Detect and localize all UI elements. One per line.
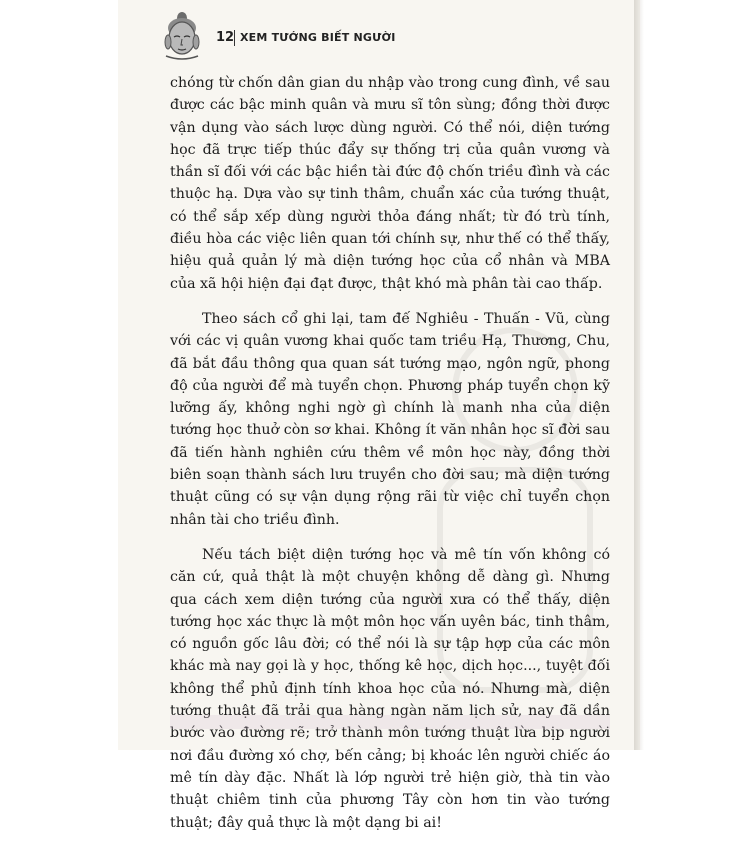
header-divider	[234, 30, 235, 46]
paragraph-2: Theo sách cổ ghi lại, tam đế Nghiêu - Thuấn - Vũ, cùng với các vị quân vương khai quốc tam triều Hạ, Thương, Chu, đã bắt đầu thông qua quan sát tướng mạo, ngôn ngữ, phong độ của người để mà tuyển chọn. Phương pháp tuyển chọn kỹ lưỡng ấy, không nghi ngờ gì chính là manh nha của diện tướng học thuở còn sơ khai. Không ít văn nhân học sĩ đời sau đã tiến hành nghiên cứu thêm về môn học này, đồng thời biên soạn thành sách lưu truyền cho đời sau; mà diện tướng thuật cũng có sự vận dụng rộng rãi từ việc chỉ tuyển chọn nhân tài cho triều đình.	[170, 310, 610, 528]
page-number: 12	[216, 30, 235, 45]
page-bottom-bleed	[170, 715, 610, 729]
buddha-head-icon	[160, 10, 204, 60]
page-edge-shadow	[634, 0, 644, 750]
page-header	[160, 10, 620, 60]
paragraph-3: Nếu tách biệt diện tướng học và mê tín vốn không có căn cứ, quả thật là một chuyện không dễ dàng gì. Nhưng qua cách xem diện tướng của người xưa có thể thấy, diện tướng học xác thực là một môn học vấn uyên bác, tinh thâm, có nguồn gốc lâu đời; có thể nói là sự tập hợp của các môn khác mà nay gọi là y học, thống kê học, dịch học..., tuyệt đối không thể phủ định tính khoa học của nó. Nhưng mà, diện tướng thuật đã trải qua hàng ngàn năm lịch sử, nay đã dần bước vào đường rẽ; trở thành môn tướng thuật lừa bịp người nơi đầu đường xó chợ, bến cảng; bị khoác lên người chiếc áo mê tín dày đặc. Nhất là lớp người trẻ hiện giờ, thà tin vào thuật chiêm tinh của phương Tây còn hơn tin vào tướng thuật; đây quả thực là một dạng bi ai!	[170, 546, 610, 831]
body-text	[170, 72, 610, 847]
paragraph-1: chóng từ chốn dân gian du nhập vào trong cung đình, về sau được các bậc minh quân và mưu sĩ tôn sùng; đồng thời được vận dụng vào sách lược dùng người. Có thể nói, diện tướng học đã trực tiếp thúc đẩy sự thống trị của quân vương và thần sĩ đối với các bậc hiền tài đức độ chốn triều đình và các thuộc hạ. Dựa vào sự tinh thâm, chuẩn xác của tướng thuật, có thể sắp xếp dùng người thỏa đáng nhất; từ đó trù tính, điều hòa các việc liên quan tới chính sự, như thế có thể thấy, hiệu quả quản lý mà diện tướng học của cổ nhân và MBA của xã hội hiện đại đạt được, thật khó mà phân tài cao thấp.	[170, 75, 610, 292]
running-title: XEM TƯỚNG BIẾT NGƯỜI	[240, 31, 396, 44]
